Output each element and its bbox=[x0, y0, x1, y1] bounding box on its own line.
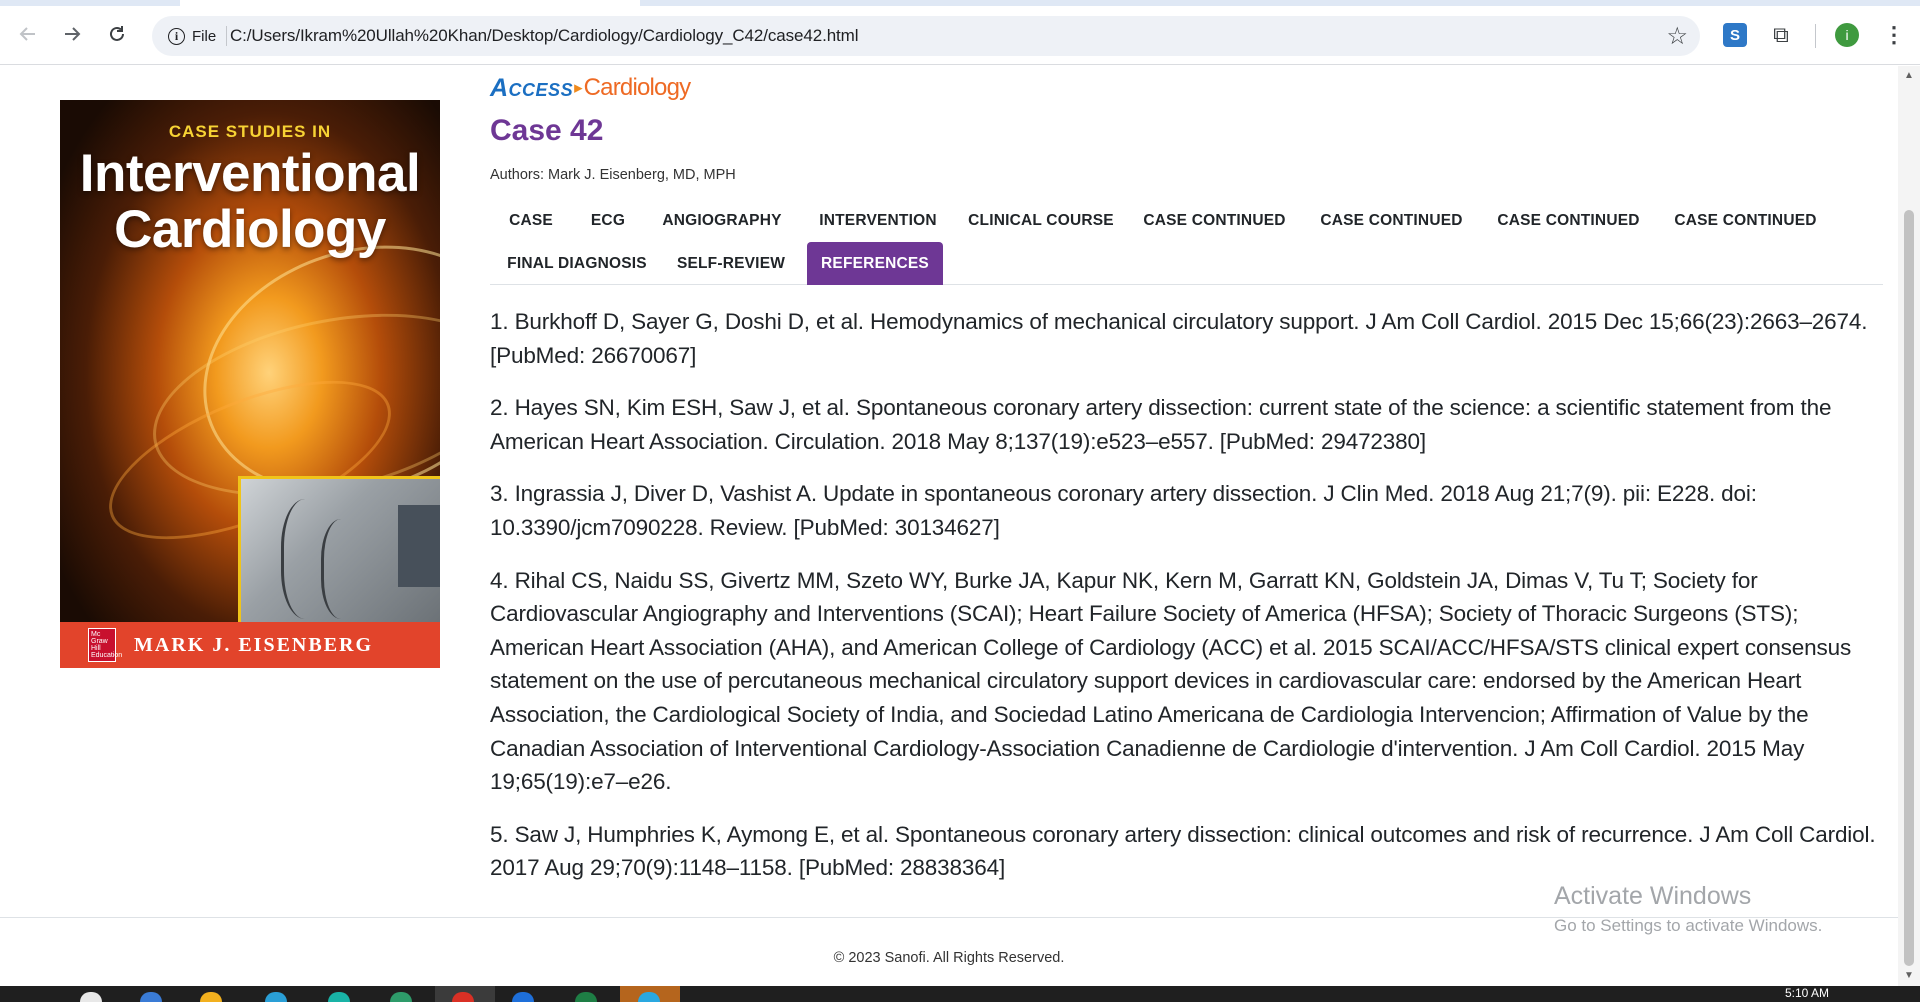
tab-final-diagnosis[interactable]: FINAL DIAGNOSIS bbox=[507, 254, 647, 272]
app-icon[interactable] bbox=[512, 992, 534, 1002]
profile-button[interactable] bbox=[1832, 20, 1862, 50]
info-icon: i bbox=[168, 28, 185, 45]
reload-button[interactable] bbox=[101, 18, 133, 50]
activation-watermark-title: Activate Windows bbox=[1554, 882, 1752, 910]
reference-item: 5. Saw J, Humphries K, Aymong E, et al. Spontaneous coronary artery dissection: clinical outcomes and risk of recurrence. J Am Coll Cardiol. 2017 Aug 29;70(9):1148–1158. [PubMed: 28838364] bbox=[490, 821, 1876, 881]
copyright-text: © 2023 Sanofi. All Rights Reserved. bbox=[833, 950, 1065, 966]
app-icon[interactable] bbox=[575, 992, 597, 1002]
tab-case[interactable]: CASE bbox=[509, 211, 553, 229]
references-list bbox=[490, 305, 1883, 904]
browser-menu-button[interactable] bbox=[1879, 20, 1909, 50]
reference-item: 3. Ingrassia J, Diver D, Vashist A. Update in spontaneous coronary artery dissection. J Clin Med. 2018 Aug 21;7(9). pii: E228. doi: 10.3390/jcm7090228. Review. [PubMed: 30134627] bbox=[490, 481, 1757, 540]
search-icon[interactable] bbox=[80, 992, 102, 1002]
tab-self-review[interactable]: SELF-REVIEW bbox=[676, 254, 786, 272]
app-icon[interactable] bbox=[140, 992, 162, 1002]
forward-button[interactable] bbox=[56, 18, 88, 50]
back-button[interactable] bbox=[12, 18, 44, 50]
taskbar-clock[interactable]: 5:10 AM bbox=[1785, 986, 1830, 1000]
case-tabs bbox=[490, 199, 1883, 285]
access-cardiology-logo[interactable] bbox=[490, 73, 690, 103]
app-icon[interactable] bbox=[390, 992, 412, 1002]
avatar: i bbox=[1835, 23, 1859, 47]
arrow-left-icon bbox=[19, 25, 37, 43]
cover-series: CASE STUDIES IN bbox=[168, 122, 332, 141]
brand-name: Cardiology bbox=[583, 74, 691, 101]
browser-toolbar bbox=[0, 6, 1920, 65]
tab-intervention[interactable]: INTERVENTION bbox=[819, 211, 937, 229]
authors-line: Authors: Mark J. Eisenberg, MD, MPH bbox=[490, 167, 736, 183]
kebab-menu-icon: ⋮ bbox=[1883, 22, 1905, 47]
puzzle-icon: ⧉ bbox=[1773, 22, 1789, 47]
brand-access: Access bbox=[490, 73, 574, 102]
cover-author-band bbox=[60, 622, 440, 668]
tab-case-continued-4[interactable]: CASE CONTINUED bbox=[1674, 211, 1817, 229]
toolbar-divider bbox=[1815, 24, 1816, 48]
reference-item: 1. Burkhoff D, Sayer G, Doshi D, et al. Hemodynamics of mechanical circulatory support. J Am Coll Cardiol. 2015 Dec 15;66(23):2663–2674. [PubMed: 26670067] bbox=[490, 309, 1868, 368]
app-icon[interactable] bbox=[265, 992, 287, 1002]
reference-item: 4. Rihal CS, Naidu SS, Givertz MM, Szeto WY, Burke JA, Kapur NK, Kern M, Garratt KN, Goldstein JA, Dimas V, Tu T; Society for Cardiovascular Angiography and Interventions (SCAI); Heart Failure Society of America (HFSA); Society of Thoracic Surgeons (STS); American Heart Association (AHA), and American College of Cardiology (ACC) et al. 2015 SCAI/ACC/HFSA/STS clinical expert consensus statement on the use of percutaneous mechanical circulatory support devices in cardiovascular care: endorsed by the American Heart Association, the Cardiological Society of India, and Sociedad Latino Americana de Cardiologia Intervencion; Affirmation of Value by the Canadian Association of Interventional Cardiology-Association Canadienne de Cardiologie d'intervention. J Am Coll Cardiol. 2015 May 19;65(19):e7–e26. bbox=[490, 567, 1852, 795]
extension-logo-icon: S bbox=[1723, 23, 1747, 47]
star-icon[interactable]: ☆ bbox=[1666, 23, 1688, 50]
cover-title bbox=[60, 146, 440, 258]
tab-angiography[interactable]: ANGIOGRAPHY bbox=[662, 211, 782, 229]
tab-case-continued-2[interactable]: CASE CONTINUED bbox=[1320, 211, 1463, 229]
omnibox-divider bbox=[226, 26, 227, 46]
publisher-logo: Mc Graw Hill Education bbox=[88, 628, 116, 662]
brand-arrow-icon: ▸ bbox=[574, 78, 583, 97]
extension-button[interactable] bbox=[1720, 20, 1750, 50]
page-title: Case 42 bbox=[490, 114, 604, 147]
vessel-line bbox=[321, 519, 371, 619]
app-icon[interactable] bbox=[328, 992, 350, 1002]
cover-author: MARK J. EISENBERG bbox=[134, 633, 374, 656]
book-cover bbox=[60, 100, 440, 668]
activation-watermark-subtitle: Go to Settings to activate Windows. bbox=[1554, 916, 1823, 935]
reference-item: 2. Hayes SN, Kim ESH, Saw J, et al. Spontaneous coronary artery dissection: current state of the science: a scientific statement from the American Heart Association. Circulation. 2018 May 8;137(19):e523–e557. [PubMed: 29472380] bbox=[490, 395, 1832, 454]
url-text[interactable]: C:/Users/Ikram%20Ullah%20Khan/Desktop/Cardiology/Cardiology_C42/case42.html bbox=[230, 26, 859, 45]
arrow-right-icon bbox=[63, 25, 81, 43]
scroll-thumb[interactable] bbox=[1904, 210, 1914, 966]
scroll-down-icon[interactable]: ▼ bbox=[1904, 970, 1914, 981]
reload-icon bbox=[108, 25, 126, 43]
address-bar[interactable] bbox=[152, 16, 1700, 56]
monitor-shape bbox=[398, 505, 440, 587]
tab-case-continued-3[interactable]: CASE CONTINUED bbox=[1497, 211, 1640, 229]
windows-taskbar bbox=[0, 986, 1920, 1002]
extensions-menu-button[interactable] bbox=[1766, 20, 1796, 50]
tab-clinical-course[interactable]: CLINICAL COURSE bbox=[968, 211, 1114, 229]
file-explorer-icon[interactable] bbox=[200, 992, 222, 1002]
scheme-label: File bbox=[192, 27, 217, 45]
vertical-scrollbar[interactable] bbox=[1898, 66, 1920, 986]
cover-title-line1: Interventional bbox=[79, 144, 421, 203]
tab-case-continued-1[interactable]: CASE CONTINUED bbox=[1143, 211, 1286, 229]
cover-angiogram-photo bbox=[238, 476, 440, 622]
cover-title-line2: Cardiology bbox=[114, 200, 386, 259]
site-info-chip[interactable] bbox=[162, 21, 224, 51]
tab-references[interactable]: REFERENCES bbox=[807, 242, 943, 285]
tab-ecg[interactable]: ECG bbox=[590, 211, 626, 229]
scroll-up-icon[interactable]: ▲ bbox=[1904, 70, 1914, 81]
